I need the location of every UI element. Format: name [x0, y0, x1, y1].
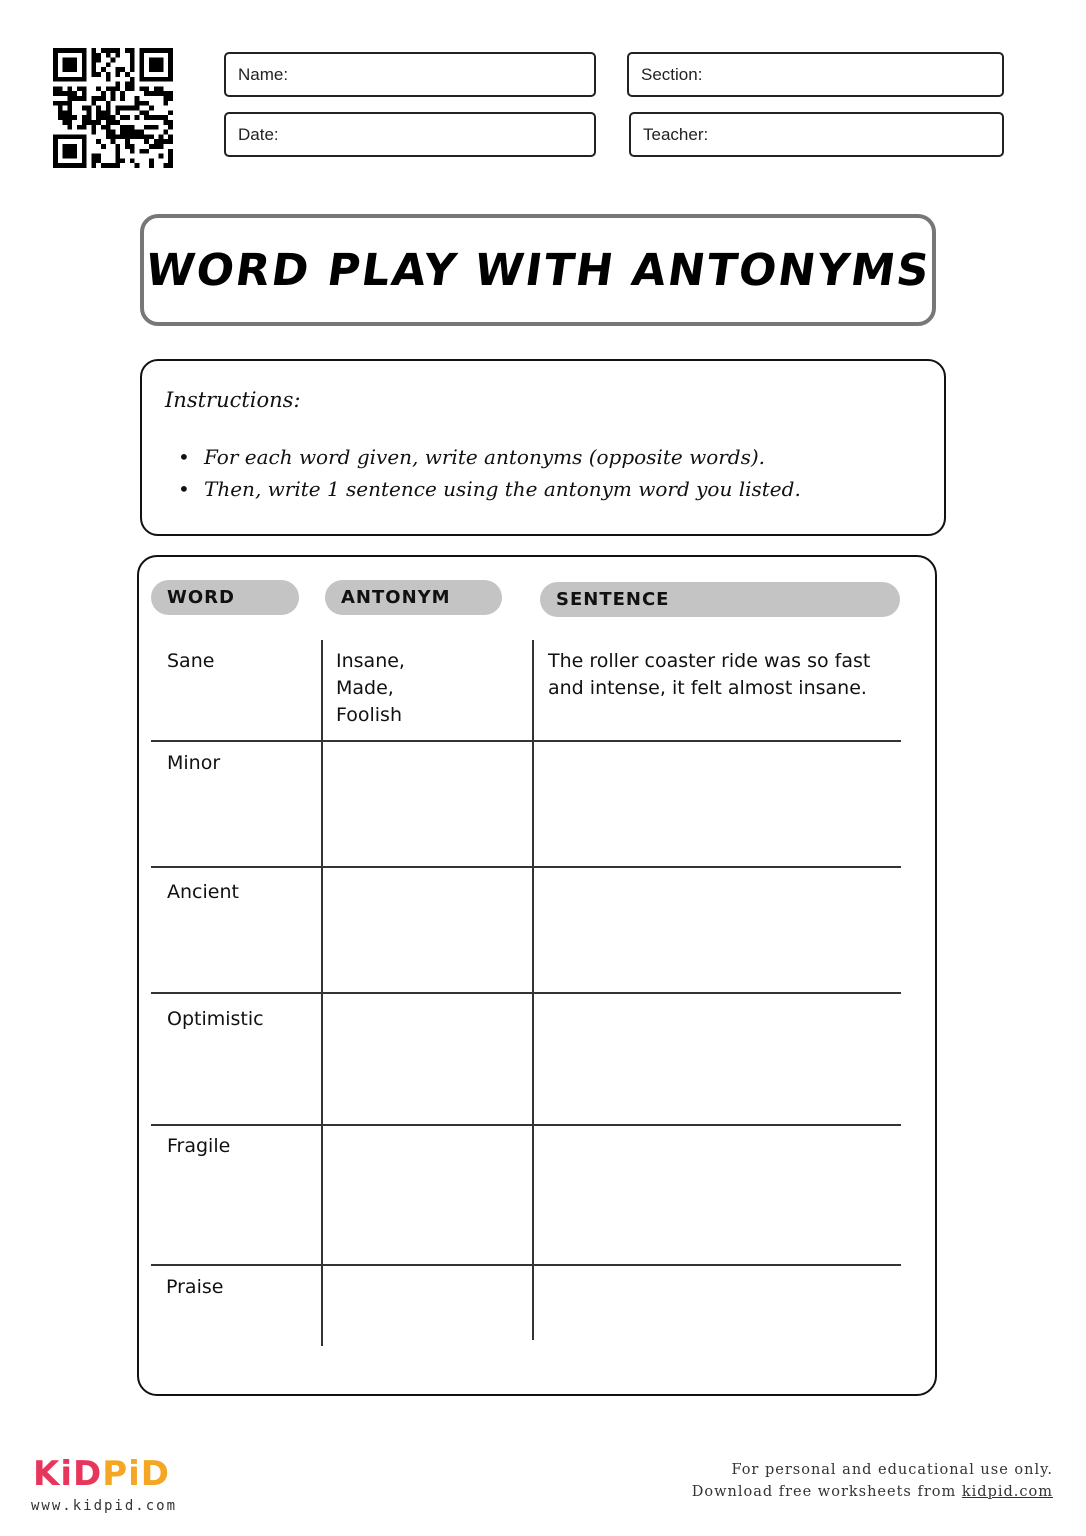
word-cell: Optimistic: [167, 1008, 264, 1030]
section-label: Section:: [641, 64, 703, 84]
name-field[interactable]: [224, 52, 596, 97]
teacher-label: Teacher:: [643, 124, 709, 144]
date-label: Date:: [238, 124, 279, 144]
word-cell: Minor: [167, 752, 221, 774]
section-field[interactable]: [627, 52, 1004, 97]
page-title: WORD PLAY WITH ANTONYMS: [142, 244, 934, 296]
instructions-list: [178, 441, 801, 505]
date-field[interactable]: [224, 112, 596, 157]
sentence-cell[interactable]: The roller coaster ride was so fast and intense, it felt almost insane.: [548, 650, 871, 699]
row-divider: [151, 1124, 901, 1126]
word-cell: Praise: [166, 1276, 224, 1298]
instructions-heading: Instructions:: [165, 388, 301, 412]
instruction-item: • Then, write 1 sentence using the antonym word you listed.: [178, 473, 801, 505]
instruction-item: • For each word given, write antonyms (opposite words).: [178, 441, 801, 473]
name-label: Name:: [238, 64, 289, 84]
row-divider: [151, 740, 901, 742]
logo-url: www.kidpid.com: [31, 1498, 178, 1514]
footer-notice: For personal and educational use only.: [731, 1462, 1053, 1478]
header-word: WORD: [151, 580, 299, 615]
teacher-field[interactable]: [629, 112, 1004, 157]
row-divider: [151, 866, 901, 868]
word-cell: Ancient: [167, 881, 239, 903]
row-divider: [151, 1264, 901, 1266]
antonym-cell[interactable]: Insane, Made, Foolish: [336, 650, 405, 726]
footer-download: [692, 1484, 1053, 1500]
footer-download-text: Download free worksheets from: [691, 1484, 957, 1500]
kidpid-logo: KiDPiD: [33, 1454, 171, 1494]
header-antonym: ANTONYM: [325, 580, 502, 615]
title-banner: [140, 214, 936, 326]
column-divider: [532, 640, 534, 1340]
footer-link[interactable]: kidpid.com: [961, 1484, 1053, 1500]
word-cell: Sane: [167, 650, 215, 672]
qr-code: [53, 48, 173, 168]
header-sentence: SENTENCE: [540, 582, 900, 617]
row-divider: [151, 992, 901, 994]
word-cell: Fragile: [167, 1135, 231, 1157]
